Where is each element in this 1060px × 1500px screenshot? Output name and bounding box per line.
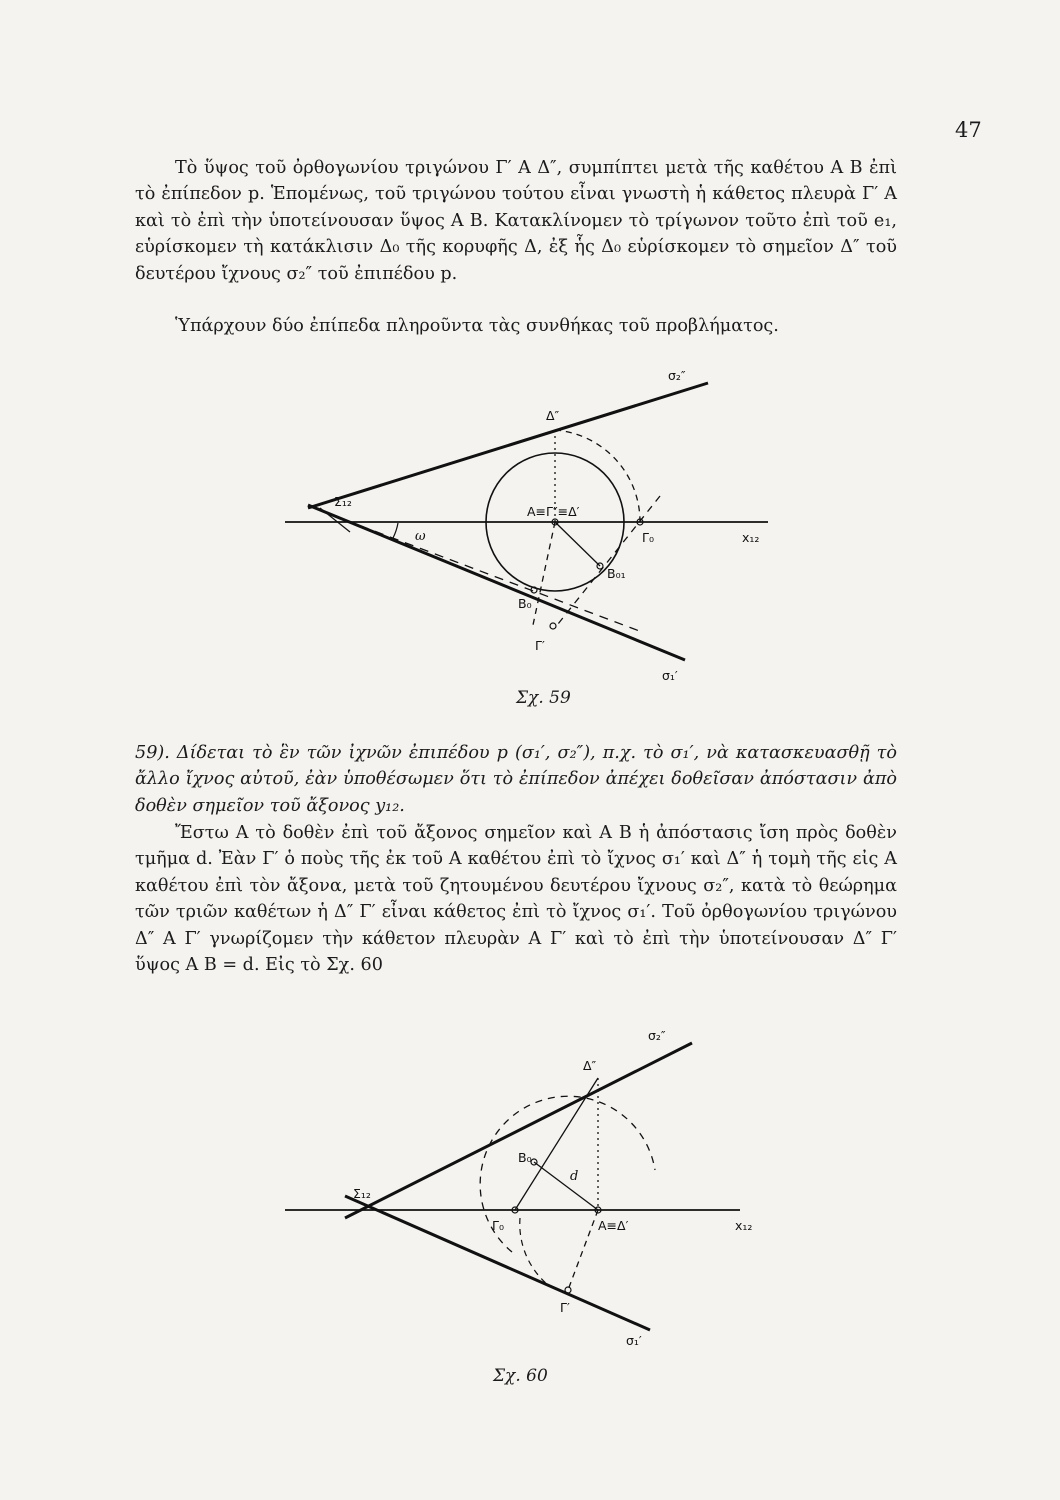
label-gamma-60: Γ′ (560, 1300, 570, 1315)
label-s1-59: σ₁′ (662, 668, 678, 683)
label-b0-59: Β₀ (518, 596, 532, 611)
label-b01-59: Β₀₁ (607, 566, 626, 581)
delta-g0-line-60 (515, 1078, 598, 1210)
label-b0-60: Β₀ (518, 1150, 532, 1165)
label-s2-59: σ₂″ (668, 368, 686, 383)
label-delta-59: Δ″ (546, 408, 560, 423)
caption-60: Σχ. 60 (493, 1366, 548, 1386)
label-gamma-59: Γ′ (535, 638, 545, 653)
ab0-line-60 (534, 1162, 598, 1210)
arc-dashed-60 (480, 1096, 655, 1252)
label-delta-60: Δ″ (583, 1058, 597, 1073)
caption-59: Σχ. 59 (516, 688, 571, 708)
dashed-perp-60 (568, 1210, 598, 1290)
label-omega-59: ω (415, 529, 426, 544)
label-center-60: Α≡Δ′ (598, 1218, 629, 1233)
point-gamma-60 (565, 1287, 571, 1293)
page-number: 47 (955, 118, 982, 142)
label-sigma12-59: Σ₁₂ (334, 494, 352, 509)
paragraph-3: 59). Δίδεται τὸ ἓν τῶν ἰχνῶν ἐπιπέδου p (σ₁′, σ₂″), π.χ. τὸ σ₁′, νὰ κατασκευασθῇ τὸ ἄλλο ἴχνος αὐτοῦ, ἐὰν ὑποθέσωμεν ὅτι τὸ ἐπίπεδον ἀπέχει δοθεῖσαν ἀπόστασιν ἀπὸ δοθὲν σημεῖον τοῦ ἄξονος y₁₂. (135, 743, 897, 816)
paragraph-1: Τὸ ὕψος τοῦ ὀρθογωνίου τριγώνου Γ′ Α Δ″, συμπίπτει μετὰ τῆς καθέτου Α Β ἐπὶ τὸ ἐπίπεδον p. Ἑπομένως, τοῦ τριγώνου τούτου εἶναι γνωστὴ ἡ κάθετος πλευρὰ Γ′ Α καὶ τὸ ἐπὶ τὴν ὑποτείνουσαν ὕψος Α Β. Κατακλίνομεν τὸ τρίγωνον τοῦτο ἐπὶ τοῦ e₁, εὑρίσκομεν τὴ κατάκλισιν Δ₀ τῆς κορυφῆς Δ, ἐξ ἧς Δ₀ εὑρίσκομεν τὸ σημεῖον Δ″ τοῦ δευτέρου ἴχνους σ₂″ τοῦ ἐπιπέδου p. (135, 158, 897, 284)
label-s2-60: σ₂″ (648, 1028, 666, 1043)
label-center-59: Α≡Γ″≡Δ′ (527, 504, 580, 519)
label-x12-60: x₁₂ (735, 1218, 753, 1233)
label-d-60: d (570, 1169, 579, 1184)
label-s1-60: σ₁′ (626, 1333, 642, 1348)
label-g0-60: Γ₀ (492, 1218, 504, 1233)
paragraph-4: Ἔστω Α τὸ δοθὲν ἐπὶ τοῦ ἄξονος σημεῖον καὶ Α Β ἡ ἀπόστασις ἴση πρὸς δοθὲν τμῆμα d. Ἐὰν Γ′ ὁ ποὺς τῆς ἐκ τοῦ Α καθέτου ἐπὶ τὸ ἴχνος σ₁′ καὶ Δ″ ἡ τομὴ τῆς εἰς Α καθέτου ἐπὶ τὸν ἄξονα, μετὰ τοῦ ζητουμένου δευτέρου ἴχνους σ₂″, κατὰ τὸ θεώρημα τῶν τριῶν καθέτων ἡ Δ″ Γ′ εἶναι κάθετος ἐπὶ τὸ ἴχνος σ₁′. Τοῦ ὀρθογωνίου τριγώνου Δ″ Α Γ′ γνωρίζομεν τὴν κάθετον πλευρὰν Α Γ′ καὶ τὸ ἐπὶ τὴν ὑποτείνουσαν Δ″ Γ′ ὕψος Α Β = d. Εἰς τὸ Σχ. 60 (135, 823, 897, 976)
paragraph-2: Ὑπάρχουν δύο ἐπίπεδα πληροῦντα τὰς συνθήκας τοῦ προβλήματος. (175, 316, 779, 336)
label-sigma12-60: Σ₁₂ (353, 1186, 371, 1201)
label-x12-59: x₁₂ (742, 530, 760, 545)
trace-s2-line-60 (345, 1043, 692, 1218)
trace-s1-line-60 (345, 1196, 650, 1330)
label-g0-59: Γ₀ (642, 530, 654, 545)
